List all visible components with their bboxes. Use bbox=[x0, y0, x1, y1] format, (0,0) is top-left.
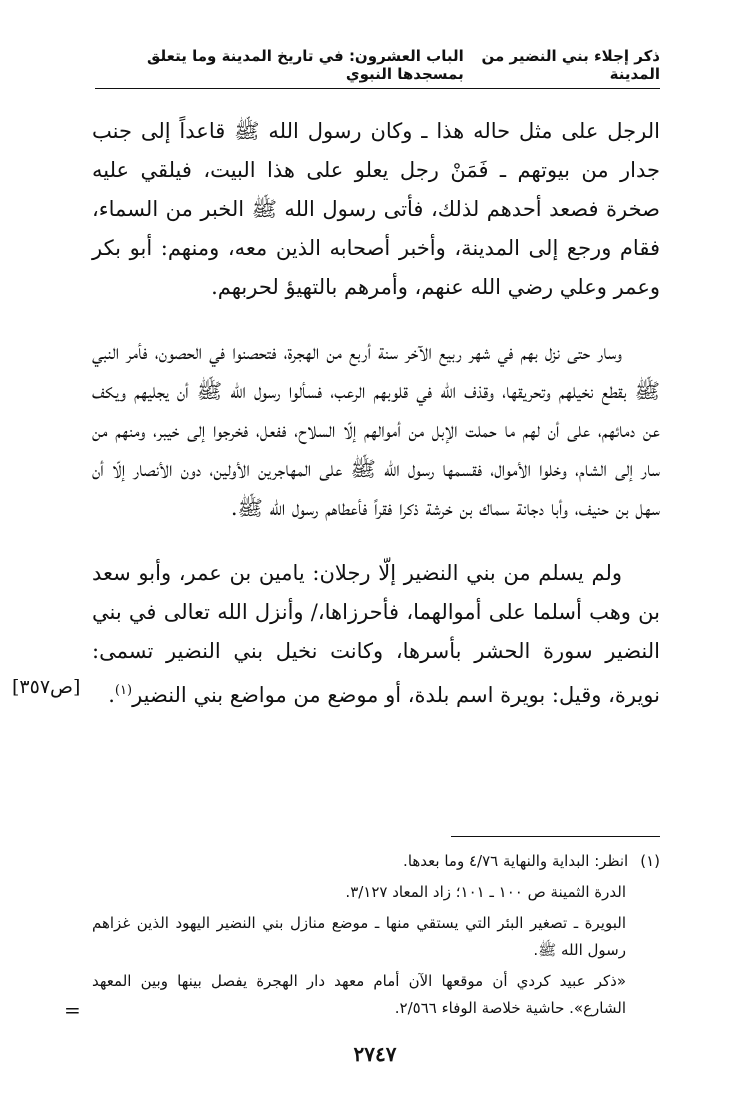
header-chapter-title: الباب العشرون: في تاريخ المدينة وما يتعلق بمسجدها النبوي bbox=[147, 47, 464, 83]
running-header bbox=[95, 48, 660, 82]
footnote-line bbox=[92, 848, 660, 875]
paragraph-3-text: ولم يسلم من بني النضير إلّا رجلان: يامين بن عمر، وأبو سعد بن وهب أسلما على أموالهما، فأحرزاها،/ وأنزل الله تعالى في بني النضير سورة الحشر بأسرها، وكانت نخيل بني النضير تسمى: نويرة، وقيل: بويرة اسم بلدة، أو موضع من مواضع بني النضير bbox=[92, 561, 661, 707]
footnotes bbox=[92, 848, 660, 1026]
footnote-number: (١) bbox=[640, 852, 660, 870]
footnote-line: البويرة ـ تصغير البئر التي يستقي منها ـ موضع منازل بني النضير اليهود الذين غزاهم رسول الله ﷺ. bbox=[92, 914, 626, 959]
footnote-line: الدرة الثمينة ص ١٠٠ ـ ١٠١؛ زاد المعاد ٣/١٢٧. bbox=[345, 883, 626, 901]
page-margin-note: [ص٣٥٧] bbox=[12, 676, 81, 698]
header-rule bbox=[95, 88, 660, 89]
header-section-title: ذكر إجلاء بني النضير من المدينة bbox=[481, 47, 660, 83]
main-text bbox=[92, 112, 660, 741]
paragraph-2: وسار حتى نزل بهم في شهر ربيع الآخر سنة أربع من الهجرة، فتحصنوا في الحصون، فأمر النبي ﷺ بقطع نخيلهم وتحريقها، وقذف الله في قلوبهم الرعب، فسألوا رسول الله ﷺ أن يجليهم ويكف عن دمائهم، على أن لهم ما حملت الإبل من أموالهم إلّا السلاح، ففعل، فخرجوا إلى خيبر، ومنهم من سار إلى الشام، وخلوا الأموال، فقسمها رسول الله ﷺ على المهاجرين الأولين، دون الأنصار إلّا أن سهل بن حنيف، وأبا دجانة سماك بن خرشة ذكرا فقراً فأعطاهم رسول الله ﷺ. bbox=[92, 340, 660, 520]
paragraph-1: الرجل على مثل حاله هذا ـ وكان رسول الله ﷺ قاعداً إلى جنب جدار من بيوتهم ـ فَمَنْ رجل يعلو على هذا البيت، فيلقي عليه صخرة فصعد أحدهم لذلك، فأتى رسول الله ﷺ الخبر من السماء، فقام ورجع إلى المدينة، وأخبر أصحابه الذين معه، ومنهم: أبو بكر وعمر وعلي رضي الله عنهم، وأمرهم بالتهيؤ لحربهم. bbox=[92, 119, 660, 299]
footnote-rule bbox=[451, 836, 660, 837]
footnote-line: «ذكر عبيد كردي أن موقعها الآن أمام معهد دار الهجرة يفصل بينها وبين المعهد الشارع». حاشية خلاصة الوفاء ٢/٥٦٦. bbox=[92, 972, 626, 1017]
paragraph-end: . bbox=[108, 683, 115, 707]
page-number: ٢٧٤٧ bbox=[353, 1042, 397, 1066]
footnote-reference[interactable]: (١) bbox=[114, 683, 133, 698]
continuation-mark: = bbox=[64, 998, 81, 1022]
paragraph-3 bbox=[92, 554, 660, 715]
footnote-text: انظر: البداية والنهاية ٤/٧٦ وما بعدها. bbox=[403, 852, 629, 870]
